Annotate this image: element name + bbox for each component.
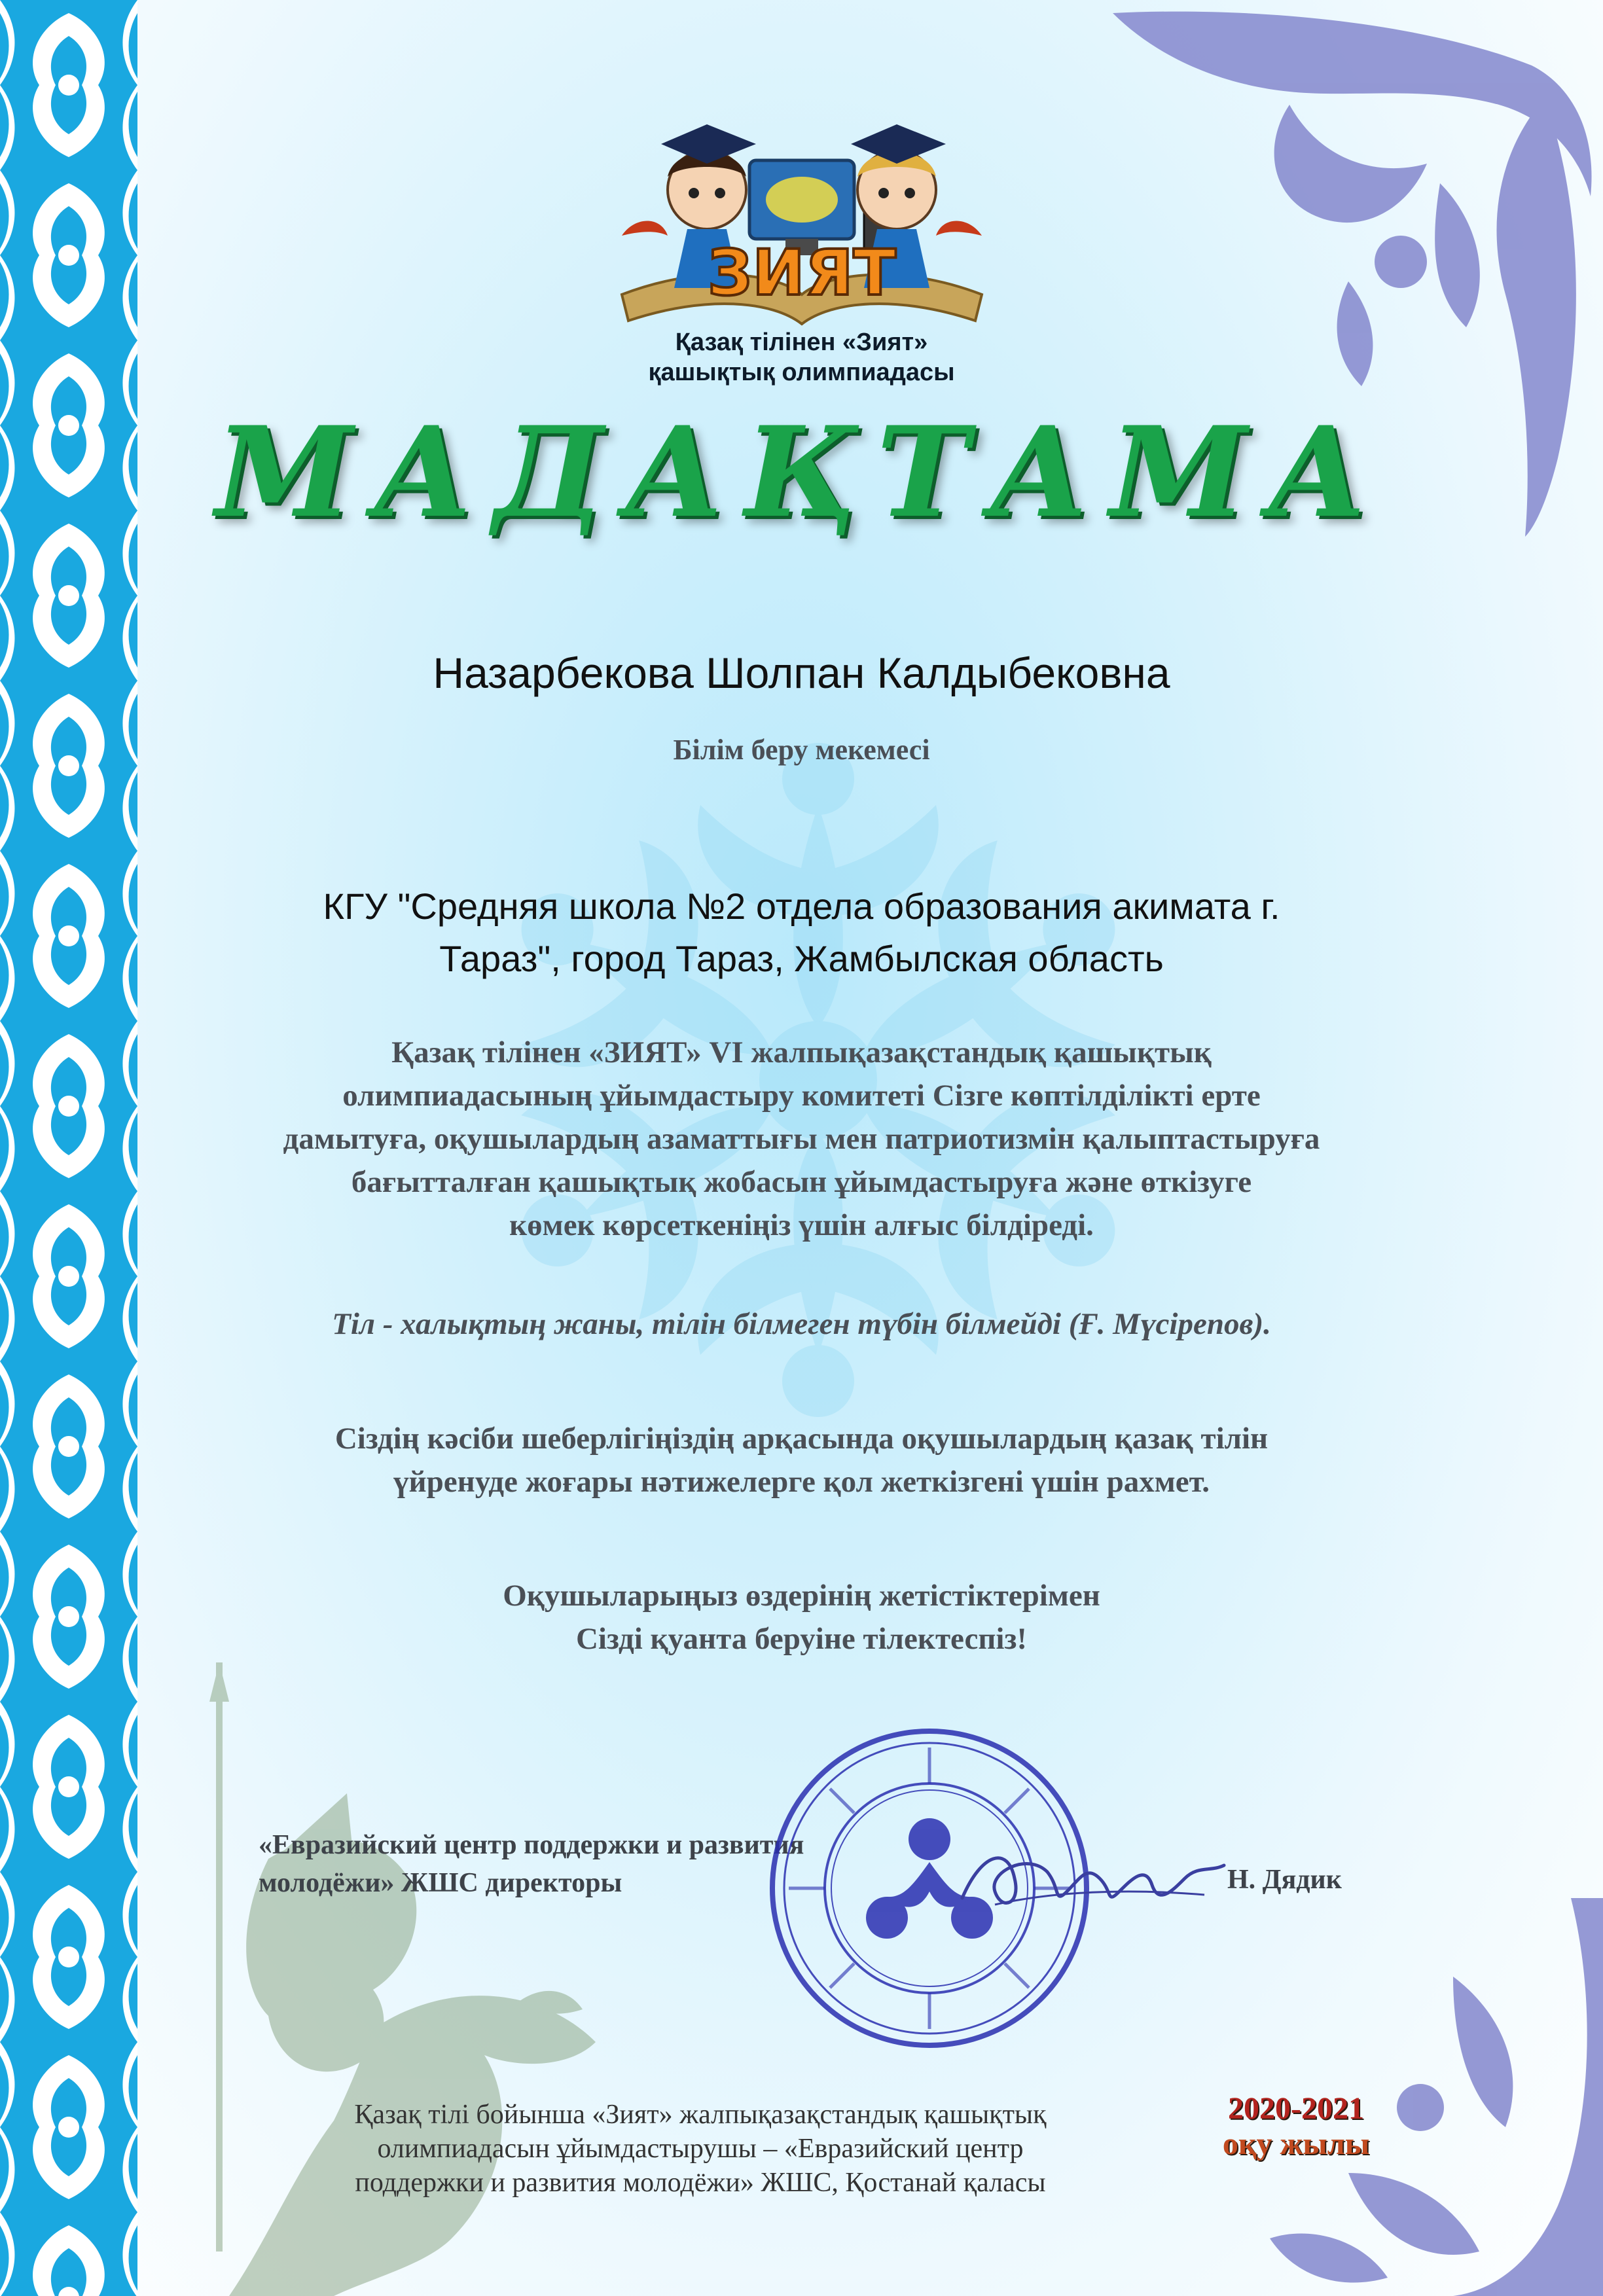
gratitude-line: олимпиадасының ұйымдастыру комитеті Сізге көптілділікті ерте: [342, 1079, 1261, 1113]
thanks-line: Сіздің кәсіби шеберлігіңіздің арқасында оқушылардың қазақ тілін: [334, 1422, 1269, 1456]
academic-year-range: 2020-2021: [1228, 2091, 1364, 2126]
footer-line1: Қазақ тілі бойынша «Зият» жалпықазақстандық қашықтық: [354, 2100, 1047, 2130]
signatory-org-line2: молодёжи» ЖШС директоры: [259, 1868, 622, 1898]
handwritten-signature: [956, 1826, 1231, 1924]
ziyat-logo-icon: [609, 98, 995, 334]
logo-caption-line1: Қазақ тілінен «Зият»: [675, 329, 928, 356]
footer-line3: поддержки и развития молодёжи» ЖШС, Қостанай қаласы: [355, 2168, 1046, 2198]
school-line2: Тараз", город Тараз, Жамбылская область: [439, 938, 1164, 979]
school-name: [0, 880, 1603, 985]
thanks-paragraph: [196, 1417, 1407, 1503]
logo-caption-line2: қашықтық олимпиадасы: [648, 359, 955, 386]
wishes-line: Оқушыларыңыз өздерінің жетістіктерімен: [503, 1579, 1100, 1613]
thanks-line: үйренуде жоғары нәтижелерге қол жеткізгені үшін рахмет.: [393, 1465, 1210, 1499]
logo-caption: [0, 327, 1603, 387]
academic-year: [1198, 2091, 1394, 2162]
footer-line2: олимпиадасын ұйымдастырушы – «Евразийский центр: [377, 2134, 1024, 2164]
gratitude-line: Қазақ тілінен «ЗИЯТ» VI жалпықазақстандық қашықтық: [391, 1035, 1212, 1069]
signatory-name: Н. Дядик: [1227, 1865, 1342, 1895]
recipient-name: Назарбекова Шолпан Калдыбековна: [433, 649, 1170, 697]
school-line1: КГУ "Средняя школа №2 отдела образования акимата г.: [323, 886, 1280, 927]
footer-organizer: [275, 2098, 1126, 2200]
wishes-paragraph: [196, 1574, 1407, 1660]
warrior-horse-illustration: [177, 1662, 648, 2296]
gratitude-line: көмек көрсеткеніңіз үшін алғыс білдіреді.: [509, 1208, 1094, 1242]
quote: Тіл - халықтың жаны, тілін білмеген түбін білмейді (Ғ. Мүсірепов).: [332, 1307, 1271, 1341]
academic-year-label: оқу жылы: [1222, 2126, 1370, 2161]
signatory-org-line1: «Евразийский центр поддержки и развития: [259, 1830, 804, 1860]
logo-brand-text: ЗИЯТ: [708, 236, 896, 310]
education-institution-label: Білім беру мекемесі: [673, 734, 930, 766]
wishes-line: Сізді қуанта беруіне тілектеспіз!: [575, 1622, 1028, 1656]
certificate-title: МАДАҚТАМА: [215, 399, 1388, 545]
gratitude-line: бағытталған қашықтық жобасын ұйымдастыруға және өткізуге: [351, 1165, 1252, 1199]
signatory-organization: [259, 1826, 804, 1902]
gratitude-paragraph: [196, 1031, 1407, 1247]
gratitude-line: дамытуға, оқушылардың азаматтығы мен патриотизмін қалыптастыруға: [283, 1122, 1320, 1156]
